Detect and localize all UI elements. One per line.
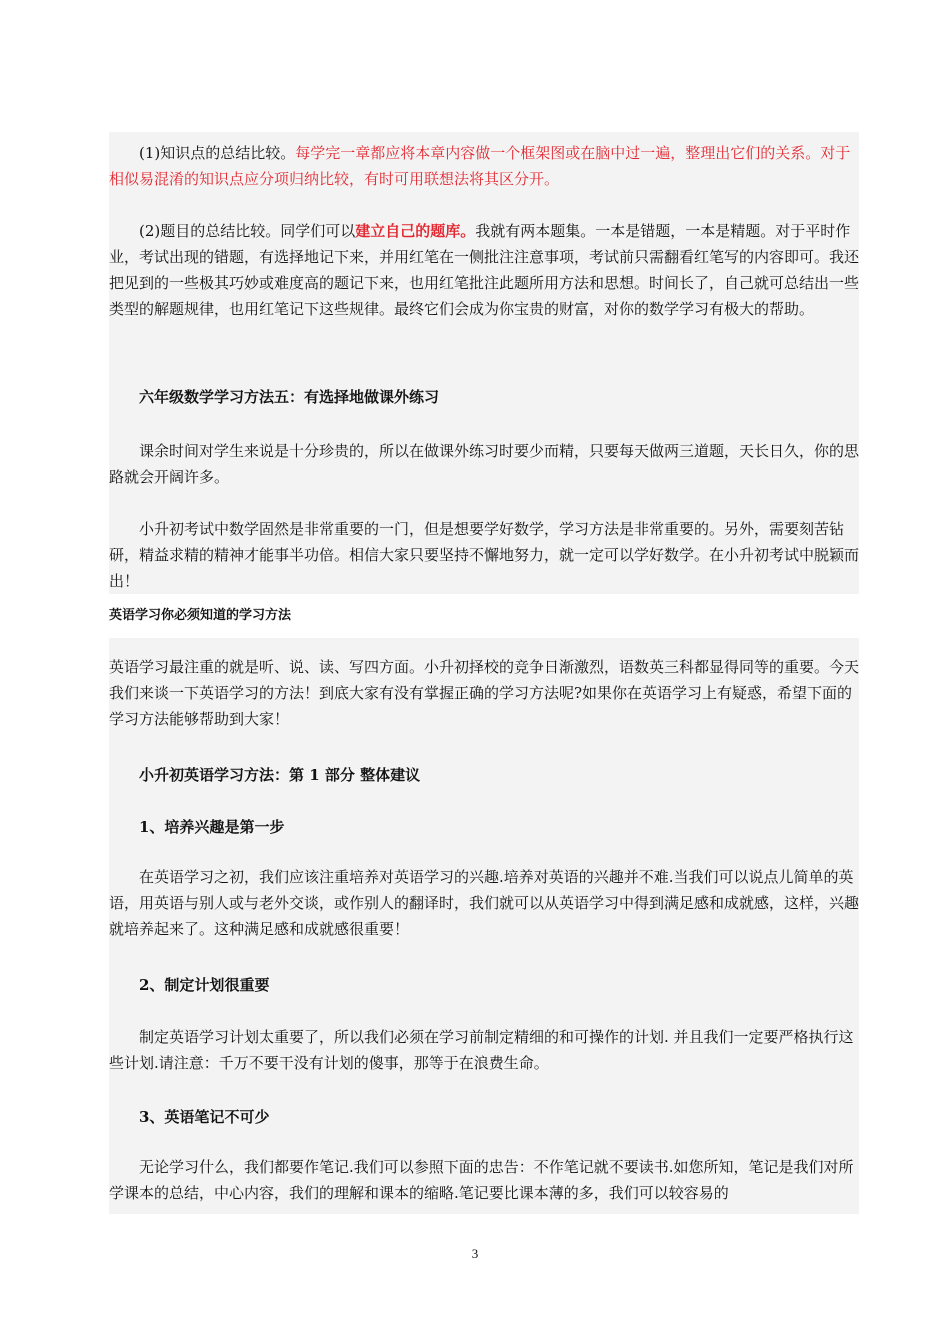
paragraph-interest: 在英语学习之初，我们应该注重培养对英语学习的兴趣.培养对英语的兴趣并不难.当我们可以说点儿简单的英语，用英语与别人或与老外交谈，或作别人的翻译时，我们就可以从英语学习中得到满足感和成就感，这样，兴趣就培养起来了。这种满足感和成就感很重要！ [109,864,859,942]
page-number: 3 [471,1246,479,1261]
paragraph-lead: (2)题目的总结比较。同学们可以 [139,222,356,240]
paragraph-conclusion: 小升初考试中数学固然是非常重要的一门，但是想要学好数学，学习方法是非常重要的。另外，需要刻苦钻研，精益求精的精神才能事半功倍。相信大家只要坚持不懈地努力，就一定可以学好数学。在小升初考试中脱颖而出！ [109,516,859,594]
paragraph-plan: 制定英语学习计划太重要了，所以我们必须在学习前制定精细的和可操作的计划. 并且我们一定要严格执行这些计划.请注意：千万不要干没有计划的傻事，那等于在浪费生命。 [109,1024,859,1076]
paragraph-knowledge-summary [109,140,859,192]
red-bold-highlight: 建立自己的题库。 [355,222,476,240]
paragraph-question-summary [109,218,859,322]
section-heading-notes: 3、英语笔记不可少 [109,1104,859,1130]
paragraph-rest: 我就有两本题集。一本是错题，一本是精题。对于平时作业，考试出现的错题，有选择地记下来，并用红笔在一侧批注注意事项，考试前只需翻看红笔写的内容即可。我还把见到的一些极其巧妙或难度高的题记下来，也用红笔批注此题所用方法和思想。时间长了，自己就可总结出一些类型的解题规律，也用红笔记下这些规律。最终它们会成为你宝贵的财富，对你的数学学习有极大的帮助。 [109,222,860,318]
section-heading-method5: 六年级数学学习方法五：有选择地做课外练习 [109,384,859,410]
paragraph-english-intro: 英语学习最注重的就是听、说、读、写四方面。小升初择校的竞争日渐激烈，语数英三科都显得同等的重要。今天我们来谈一下英语学习的方法！到底大家有没有掌握正确的学习方法呢?如果你在英语学习上有疑惑，希望下面的学习方法能够帮助到大家！ [109,654,859,732]
section-heading-part1: 小升初英语学习方法：第 1 部分 整体建议 [109,762,859,788]
section-heading-interest: 1、培养兴趣是第一步 [109,814,859,840]
paragraph-extra-practice: 课余时间对学生来说是十分珍贵的，所以在做课外练习时要少而精，只要每天做两三道题，天长日久，你的思路就会开阔许多。 [109,438,859,490]
red-highlight-text: 每学完一章都应将本章内容做一个框架图或在脑中过一遍，整理出它们的关系。对于相似易混淆的知识点应分项归纳比较，有时可用联想法将其区分开。 [109,144,851,188]
section-heading-plan: 2、制定计划很重要 [109,972,859,998]
english-article-title: 英语学习你必须知道的学习方法 [109,606,859,626]
paragraph-lead: (1)知识点的总结比较。 [139,144,296,162]
paragraph-notes: 无论学习什么，我们都要作笔记.我们可以参照下面的忠告：不作笔记就不要读书.如您所知，笔记是我们对所学课本的总结，中心内容，我们的理解和课本的缩略.笔记要比课本薄的多，我们可以较容易的 [109,1154,859,1206]
